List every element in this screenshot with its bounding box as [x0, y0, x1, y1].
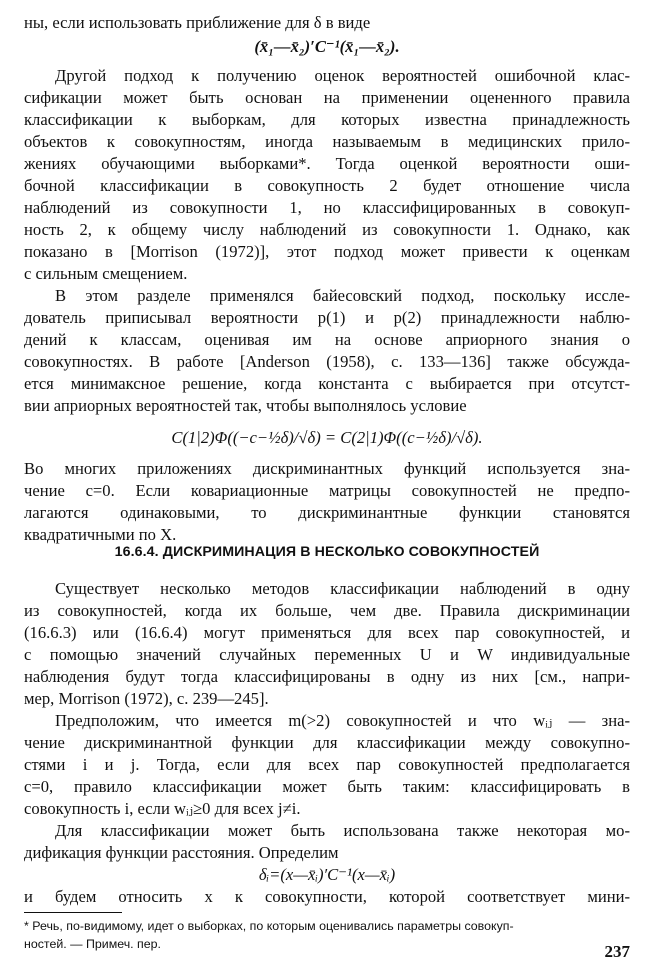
- text-line: чение c=0. Если ковариационные матрицы совокупностей не предпо-: [24, 481, 630, 500]
- text-line: В этом разделе применялся байесовский подход, поскольку иссле-: [55, 286, 630, 305]
- text-line: чение дискриминантной функции для классификации между совокупно-: [24, 733, 630, 752]
- text-line: ность 2, к общему числу наблюдений из совокупности 1. Однако, как: [24, 220, 630, 239]
- text-line: ется минимаксное решение, когда константа c выбирается при отсутст-: [24, 374, 630, 393]
- footnote-line: ностей. — Примеч. пер.: [24, 937, 161, 951]
- text-line: стями i и j. Тогда, если для всех пар совокупностей предполагается: [24, 755, 630, 774]
- text-line: Для классификации может быть использована также некоторая мо-: [55, 821, 630, 840]
- page-number: 237: [604, 942, 630, 961]
- text-line: из совокупностей, когда их больше, чем две. Правила дискриминации: [24, 601, 630, 620]
- document-page: [24, 12, 630, 962]
- text-line: бочной классификации в совокупность 2 будет отношение числа: [24, 176, 630, 195]
- section-heading: 16.6.4. ДИСКРИМИНАЦИЯ В НЕСКОЛЬКО СОВОКУПНОСТЕЙ: [114, 544, 540, 560]
- text-line: Предположим, что имеется m(>2) совокупностей и что wᵢⱼ — зна-: [55, 711, 630, 730]
- formula-minimax: C(1|2)Φ((−c−½δ)/√δ) = C(2|1)Φ((c−½δ)/√δ).: [171, 428, 483, 447]
- text-line: квадратичными по X.: [24, 525, 177, 544]
- text-line: дений к классам, оценивая им на основе априорного знания о: [24, 330, 630, 349]
- text-line: с помощью значений случайных переменных U и W индивидуальные: [24, 645, 630, 664]
- text-line: лагаются одинаковыми, то дискриминантные функции становятся: [24, 503, 630, 522]
- footnote-line: * Речь, по-видимому, идет о выборках, по которым оценивались параметры совокуп-: [24, 919, 514, 933]
- text-line: (16.6.3) или (16.6.4) могут применяться для всех пар совокупностей, и: [24, 623, 630, 642]
- text-line: жениях обучающими выборками*. Тогда оценкой вероятности оши-: [24, 154, 630, 173]
- text-line: и будем относить x к совокупности, которой соответствует мини-: [24, 887, 630, 906]
- text-line: дификация функции расстояния. Определим: [24, 843, 339, 862]
- formula-distance: δᵢ=(x—x̄ᵢ)′C⁻¹(x—x̄ᵢ): [258, 865, 396, 884]
- formula-mahalanobis: (x̄₁—x̄₂)′C⁻¹(x̄₁—x̄₂).: [254, 37, 400, 56]
- text-line: наблюдения будут тогда классифицированы в одну из них [см., напри-: [24, 667, 630, 686]
- text-line: с сильным смещением.: [24, 264, 188, 283]
- text-line: объектов к совокупностям, иногда называемым в медицинских прило-: [24, 132, 630, 151]
- text-line: дователь приписывал вероятности p(1) и p(2) принадлежности наблю-: [24, 308, 630, 327]
- text-line: совокупность i, если wᵢⱼ≥0 для всех j≠i.: [24, 799, 301, 818]
- text-line: сификации может быть основан на применении оцененного правила: [24, 88, 630, 107]
- text-line: c=0, правило классификации может быть таким: классифицировать в: [24, 777, 630, 796]
- text-line: Другой подход к получению оценок вероятностей ошибочной клас-: [55, 66, 630, 85]
- text-line: классификации к выборкам, для которых известна принадлежность: [24, 110, 630, 129]
- text-line: Во многих приложениях дискриминантных функций используется зна-: [24, 459, 630, 478]
- text-line: мер, Morrison (1972), с. 239—245].: [24, 689, 269, 708]
- text-line: наблюдений из совокупности 1, но классифицированных в совокуп-: [24, 198, 630, 217]
- text-line: показано в [Morrison (1972)], этот подход может привести к оценкам: [24, 242, 630, 261]
- footnote-rule: [24, 912, 122, 913]
- text-line: ны, если использовать приближение для δ в виде: [24, 13, 371, 32]
- text-line: вии априорных вероятностей так, чтобы выполнялось условие: [24, 396, 467, 415]
- text-line: совокупностях. В работе [Anderson (1958), с. 133—136] также обсужда-: [24, 352, 630, 371]
- text-line: Существует несколько методов классификации наблюдений в одну: [55, 579, 630, 598]
